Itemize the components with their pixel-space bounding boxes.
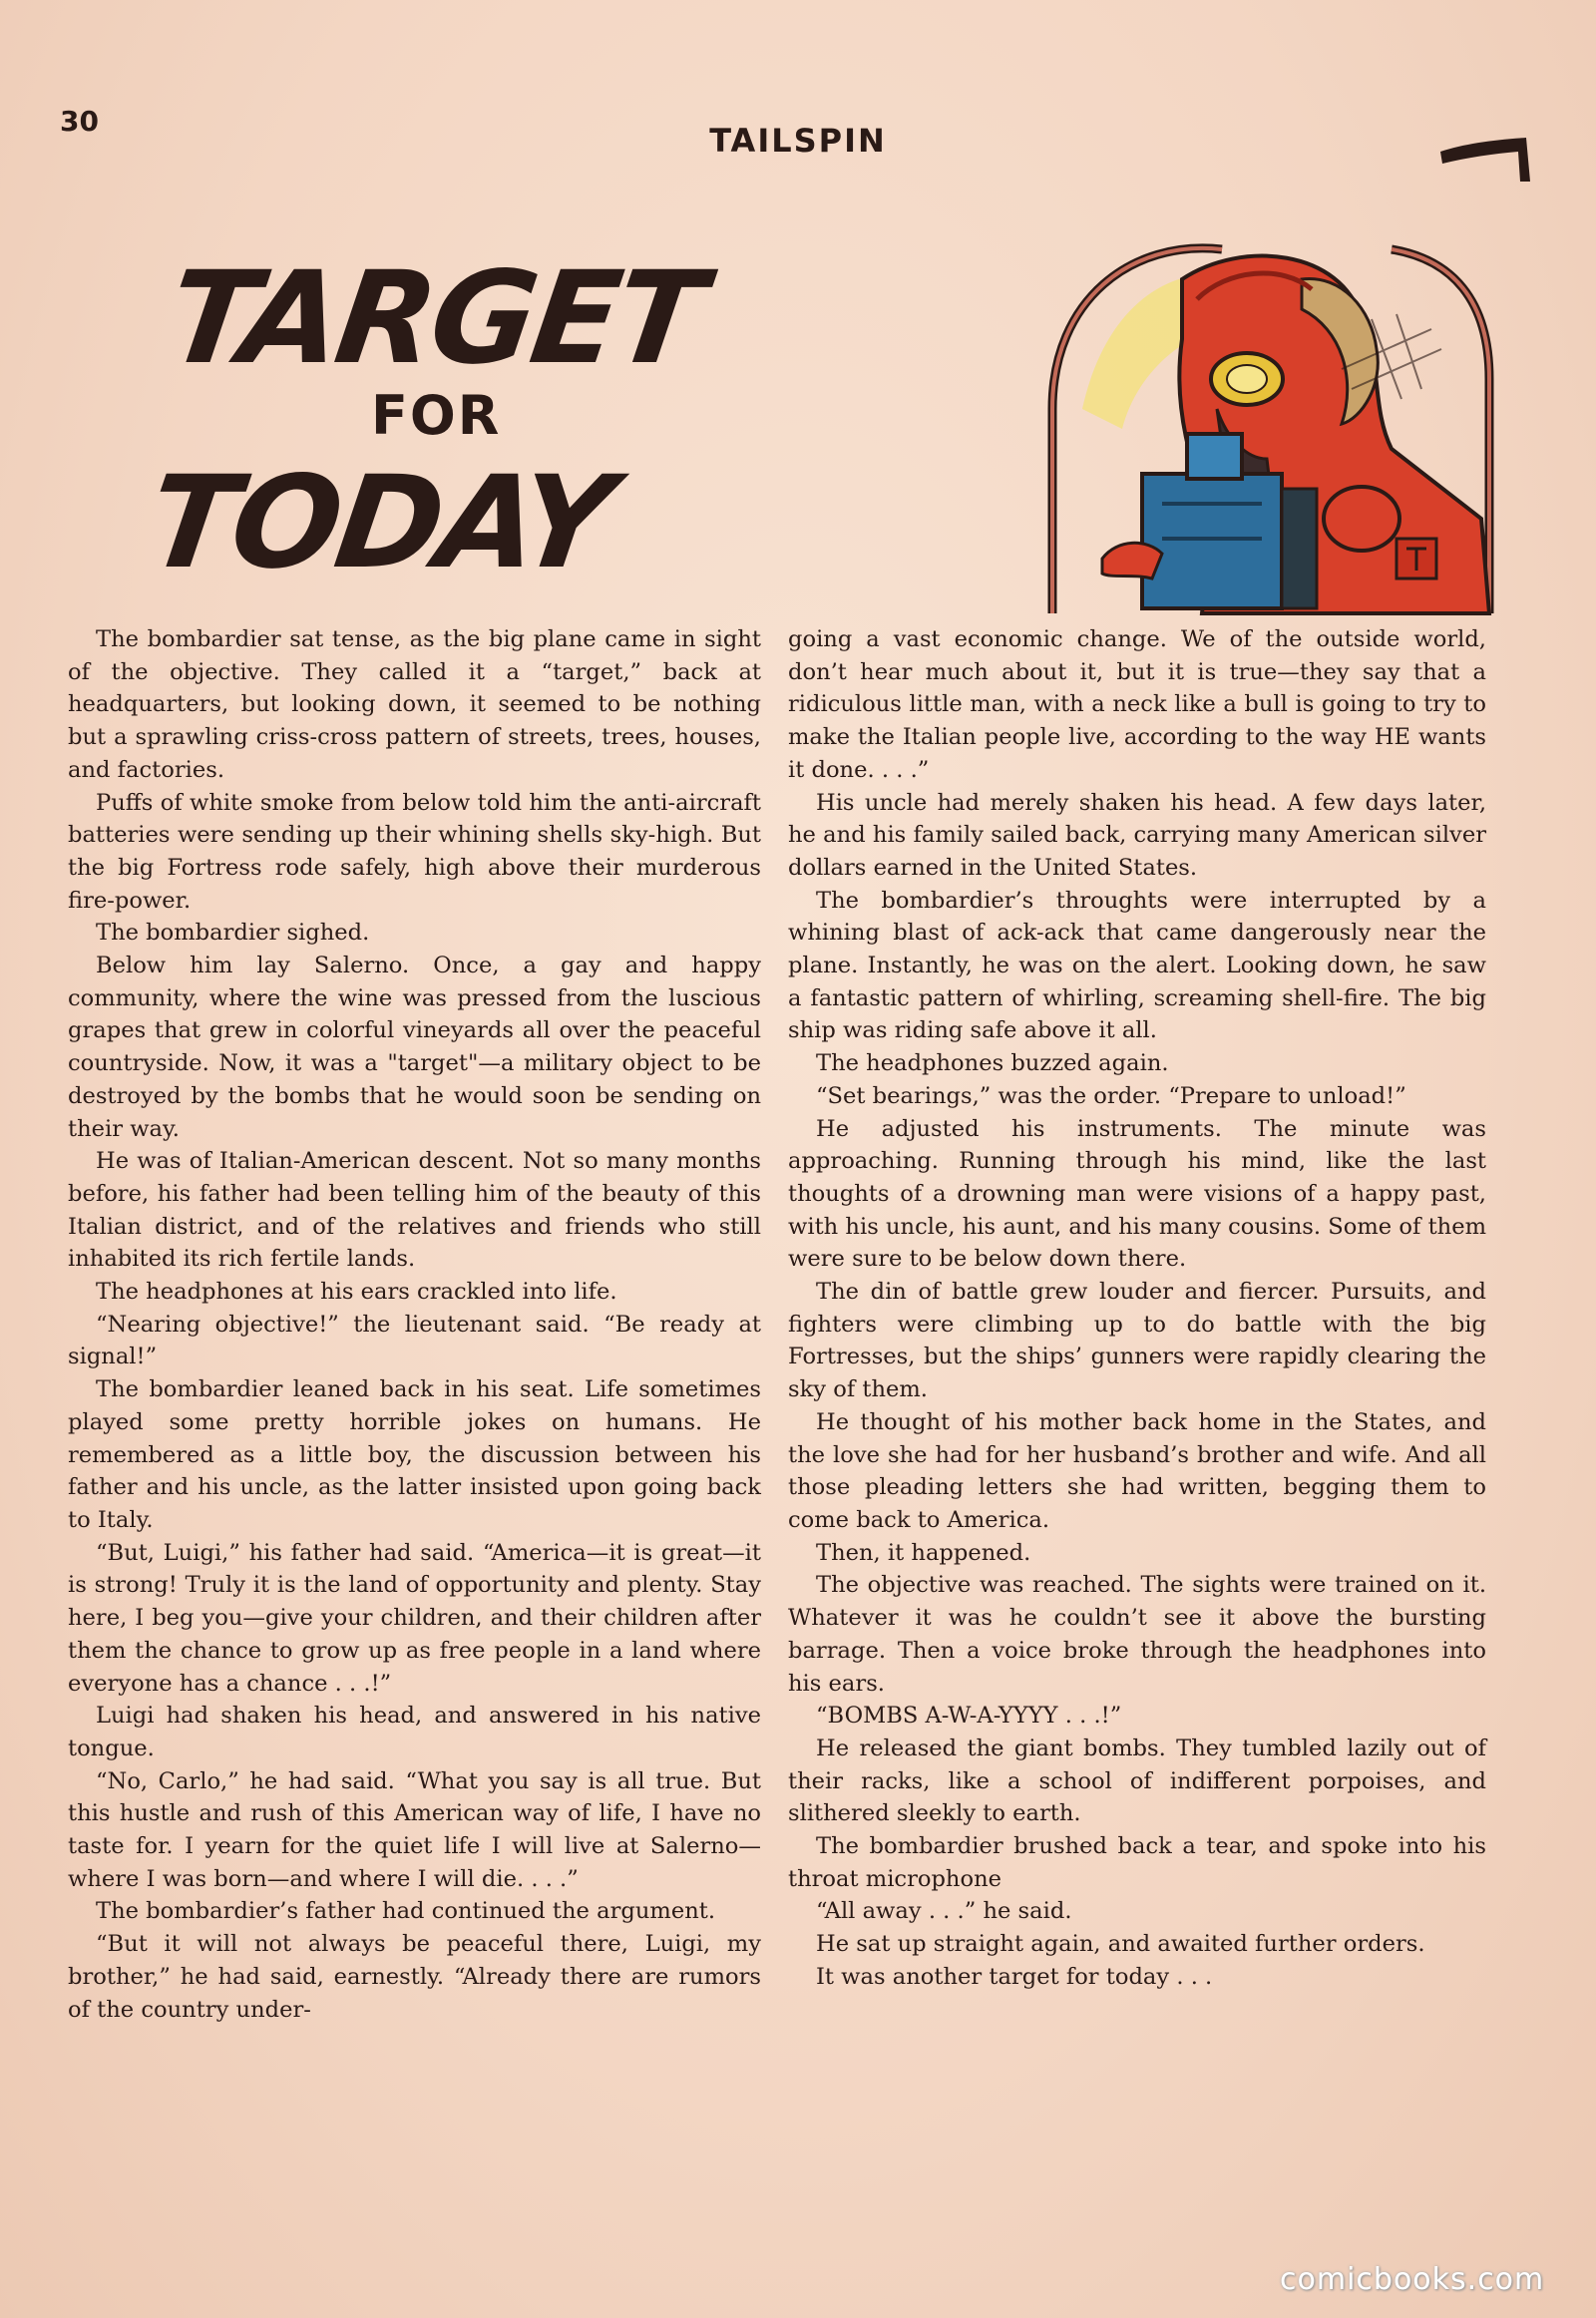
paragraph: going a vast economic change. We of the outside world, don’t hear much about it, but it is true—they say that a ridiculous little man, with a neck like a bull is going to try to make the Italian people live, according to the way HE wants it done. . . .” bbox=[788, 626, 1486, 783]
site-watermark: comicbooks.com bbox=[1280, 2262, 1545, 2297]
title-line-target: TARGET bbox=[159, 244, 710, 393]
paragraph: He adjusted his instruments. The minute was approaching. Running through his mind, like the last thoughts of a drowning man were visions of a happy past, with his uncle, his aunt, and his many cousins. Some of them were sure to be below down there. bbox=[788, 1115, 1486, 1273]
paragraph: “BOMBS A-W-A-YYYY . . .!” bbox=[816, 1703, 1122, 1730]
bombardier-illustration bbox=[1012, 219, 1526, 618]
paragraph: He sat up straight again, and awaited further orders. bbox=[816, 1931, 1425, 1958]
paragraph: It was another target for today . . . bbox=[816, 1963, 1213, 1990]
paragraph: “But, Luigi,” his father had said. “America—it is great—it is strong! Truly it is the land of opportunity and plenty. Stay here, I beg you—give your children, and their children after them the chance to grow up as free people in a land where everyone has a chance . . .!” bbox=[68, 1539, 761, 1697]
paragraph: “Set bearings,” was the order. “Prepare to unload!” bbox=[816, 1082, 1406, 1109]
running-head: TAILSPIN bbox=[709, 122, 887, 160]
page-number: 30 bbox=[60, 105, 99, 138]
paragraph: The headphones at his ears crackled into life. bbox=[96, 1279, 617, 1306]
paragraph: He thought of his mother back home in the States, and the love she had for her husband’s brother and wife. And all those pleading letters she had written, begging them to come back to America. bbox=[788, 1408, 1486, 1533]
paragraph: “No, Carlo,” he had said. “What you say is all true. But this hustle and rush of this American way of life, I have no taste for. I yearn for the quiet life I will live at Salerno—where I was born—and where I will die. . . .” bbox=[68, 1767, 761, 1892]
paragraph: “Nearing objective!” the lieutenant said. “Be ready at signal!” bbox=[68, 1311, 761, 1370]
title-line-today: TODAY bbox=[139, 449, 618, 597]
right-column bbox=[788, 623, 1486, 1994]
paragraph: He released the giant bombs. They tumbled lazily out of their racks, like a school of indifferent porpoises, and slithered sleekly to earth. bbox=[788, 1735, 1486, 1827]
paragraph: The bombardier leaned back in his seat. Life sometimes played some pretty horrible jokes on humans. He remembered as a little boy, the discussion between his father and his uncle, as the latter insisted upon going back to Italy. bbox=[68, 1376, 761, 1533]
paragraph: The bombardier sat tense, as the big plane came in sight of the objective. They called it a “target,” back at headquarters, but looking down, it seemed to be nothing but a sprawling criss-cross pattern of streets, trees, houses, and factories. bbox=[68, 626, 761, 783]
paragraph: The bombardier’s throughts were interrupted by a whining blast of ack-ack that came dangerously near the plane. Instantly, he was on the alert. Looking down, he saw a fantastic pattern of whirling, screaming shell-fire. The big ship was riding safe above it all. bbox=[788, 887, 1486, 1044]
corner-mark-icon bbox=[1434, 130, 1534, 184]
title-line-for: FOR bbox=[371, 384, 502, 447]
paragraph: The headphones buzzed again. bbox=[816, 1050, 1169, 1077]
paragraph: The bombardier sighed. bbox=[96, 920, 370, 947]
paragraph: Then, it happened. bbox=[816, 1539, 1031, 1566]
paragraph: The bombardier brushed back a tear, and spoke into his throat microphone bbox=[788, 1833, 1486, 1892]
paragraph: Below him lay Salerno. Once, a gay and happy community, where the wine was pressed from the luscious grapes that grew in colorful vineyards all over the peaceful countryside. Now, it was a "target"—a military object to be destroyed by the bombs that he would soon be sending on their way. bbox=[68, 953, 761, 1142]
paragraph: “But it will not always be peaceful there, Luigi, my brother,” he had said, earnestly. “Already there are rumors of the country under- bbox=[68, 1931, 761, 2023]
paragraph: The din of battle grew louder and fiercer. Pursuits, and fighters were climbing up to do battle with the big Fortresses, but the ships’ gunners were rapidly clearing the sky of them. bbox=[788, 1279, 1486, 1403]
paragraph: He was of Italian-American descent. Not so many months before, his father had been telling him of the beauty of this Italian district, and of the relatives and friends who still inhabited its rich fertile lands. bbox=[68, 1148, 761, 1273]
story-title bbox=[139, 244, 768, 603]
paragraph: “All away . . .” he said. bbox=[816, 1898, 1072, 1925]
left-column bbox=[68, 623, 761, 2026]
paragraph: The bombardier’s father had continued the argument. bbox=[96, 1898, 716, 1925]
paragraph: Luigi had shaken his head, and answered in his native tongue. bbox=[68, 1703, 761, 1761]
paragraph: Puffs of white smoke from below told him the anti-aircraft batteries were sending up their whining shells sky-high. But the big Fortress rode safely, high above their murderous fire-power. bbox=[68, 789, 761, 914]
paragraph: His uncle had merely shaken his head. A few days later, he and his family sailed back, carrying many American silver dollars earned in the United States. bbox=[788, 789, 1486, 881]
paragraph: The objective was reached. The sights were trained on it. Whatever it was he couldn’t see it above the bursting barrage. Then a voice broke through the headphones into his ears. bbox=[788, 1572, 1486, 1697]
